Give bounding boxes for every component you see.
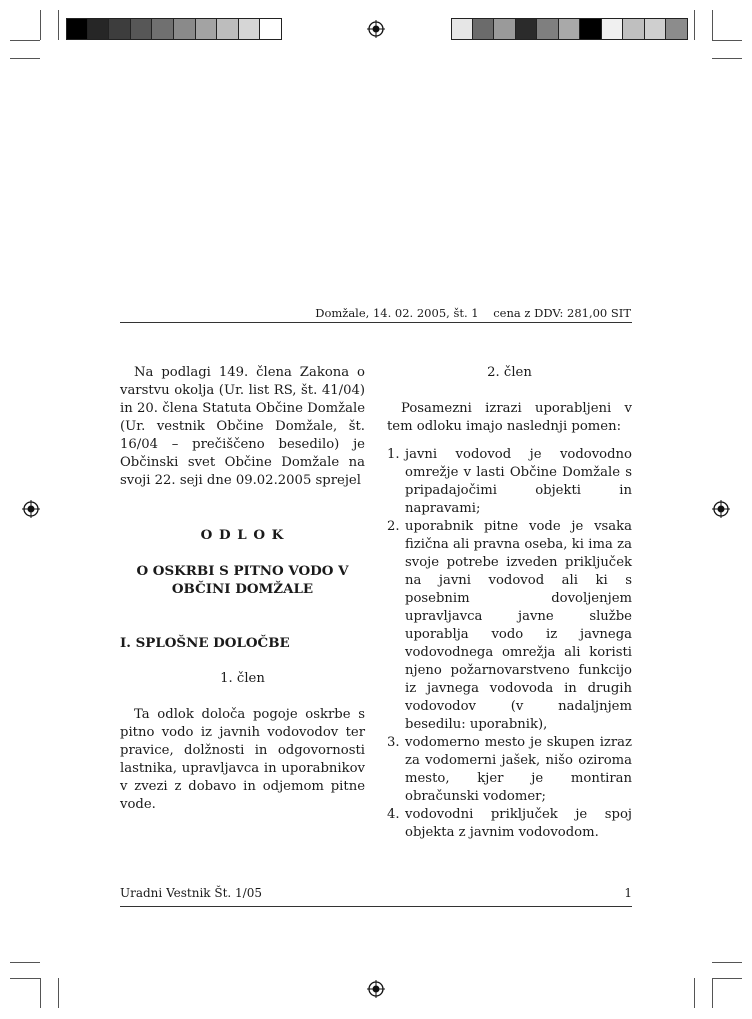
color-swatch — [559, 18, 581, 40]
color-swatch — [516, 18, 538, 40]
list-item: 3. vodomerno mesto je skupen izraz za vodomerni jašek, nišo oziroma mesto, kjer je montiran obračunski vodomer; — [387, 735, 632, 804]
page-header: Domžale, 14. 02. 2005, št. 1 cena z DDV: 281,00 SIT — [315, 306, 631, 320]
color-swatch — [580, 18, 602, 40]
header-rule — [120, 322, 632, 323]
color-swatch — [666, 18, 688, 40]
color-swatch — [88, 18, 110, 40]
registration-mark-icon — [712, 500, 730, 518]
registration-mark-icon — [367, 980, 385, 998]
definitions-list — [387, 446, 632, 842]
page-number: 1 — [624, 886, 632, 900]
left-column — [120, 364, 365, 814]
color-swatch — [473, 18, 495, 40]
decree-title: O D L O K — [200, 527, 285, 543]
color-swatch — [152, 18, 174, 40]
list-item: 1. javni vodovod je vodovodno omrežje v lasti Občine Domžale s pripadajočimi objekti in napravami; — [387, 447, 632, 516]
color-swatch — [623, 18, 645, 40]
color-swatch — [494, 18, 516, 40]
right-column — [387, 364, 632, 842]
decree-subtitle-line-2: OBČINI DOMŽALE — [171, 581, 314, 597]
list-item: 4. vodovodni priključek je spoj objekta z javnim vodovodom. — [387, 807, 632, 840]
color-swatch — [260, 18, 282, 40]
color-swatch — [537, 18, 559, 40]
decree-subtitle-line-1: O OSKRBI S PITNO VODO V — [136, 563, 349, 579]
article-2-heading: 2. člen — [487, 365, 532, 380]
registration-mark-icon — [22, 500, 40, 518]
list-item: 2. uporabnik pitne vode je vsaka fizična ali pravna oseba, ki ima za svoje potrebe izveden priključek na javni vodovod ali ki s posebnim dovoljenjem upravljavca javne službe uporablja vodo iz javnega vodovodnega omrežja ali koristi njeno požarnovarstveno funkcijo iz javnega vodovoda in drugih vodovodov (v nadaljnjem besedilu: uporabnik), — [387, 519, 632, 732]
color-swatch — [602, 18, 624, 40]
registration-mark-icon — [367, 20, 385, 38]
article-1-heading: 1. člen — [220, 671, 265, 686]
color-swatch — [196, 18, 218, 40]
section-heading: I. SPLOŠNE DOLOČBE — [120, 635, 290, 651]
footer-rule — [120, 906, 632, 907]
color-swatch — [174, 18, 196, 40]
article-1-text: Ta odlok določa pogoje oskrbe s pitno vodo iz javnih vodovodov ter pravice, dolžnosti in odgovornosti lastnika, upravljavca in uporabnikov v zvezi z dobavo in odjemom pitne vode. — [120, 707, 365, 812]
color-swatch — [66, 18, 88, 40]
color-swatch — [109, 18, 131, 40]
color-swatch — [131, 18, 153, 40]
color-swatch — [451, 18, 473, 40]
color-swatch — [645, 18, 667, 40]
color-swatch — [217, 18, 239, 40]
color-swatch — [239, 18, 261, 40]
intro-paragraph: Na podlagi 149. člena Zakona o varstvu okolja (Ur. list RS, št. 41/04) in 20. člena Statuta Občine Domžale (Ur. vestnik Občine Domžale, št. 16/04 – prečiščeno besedilo) je Občinski svet Občine Domžale na svoji 22. seji dne 09.02.2005 sprejel — [120, 365, 365, 488]
footer-publication: Uradni Vestnik Št. 1/05 — [120, 886, 262, 900]
article-2-intro: Posamezni izrazi uporabljeni v tem odloku imajo naslednji pomen: — [387, 401, 632, 434]
